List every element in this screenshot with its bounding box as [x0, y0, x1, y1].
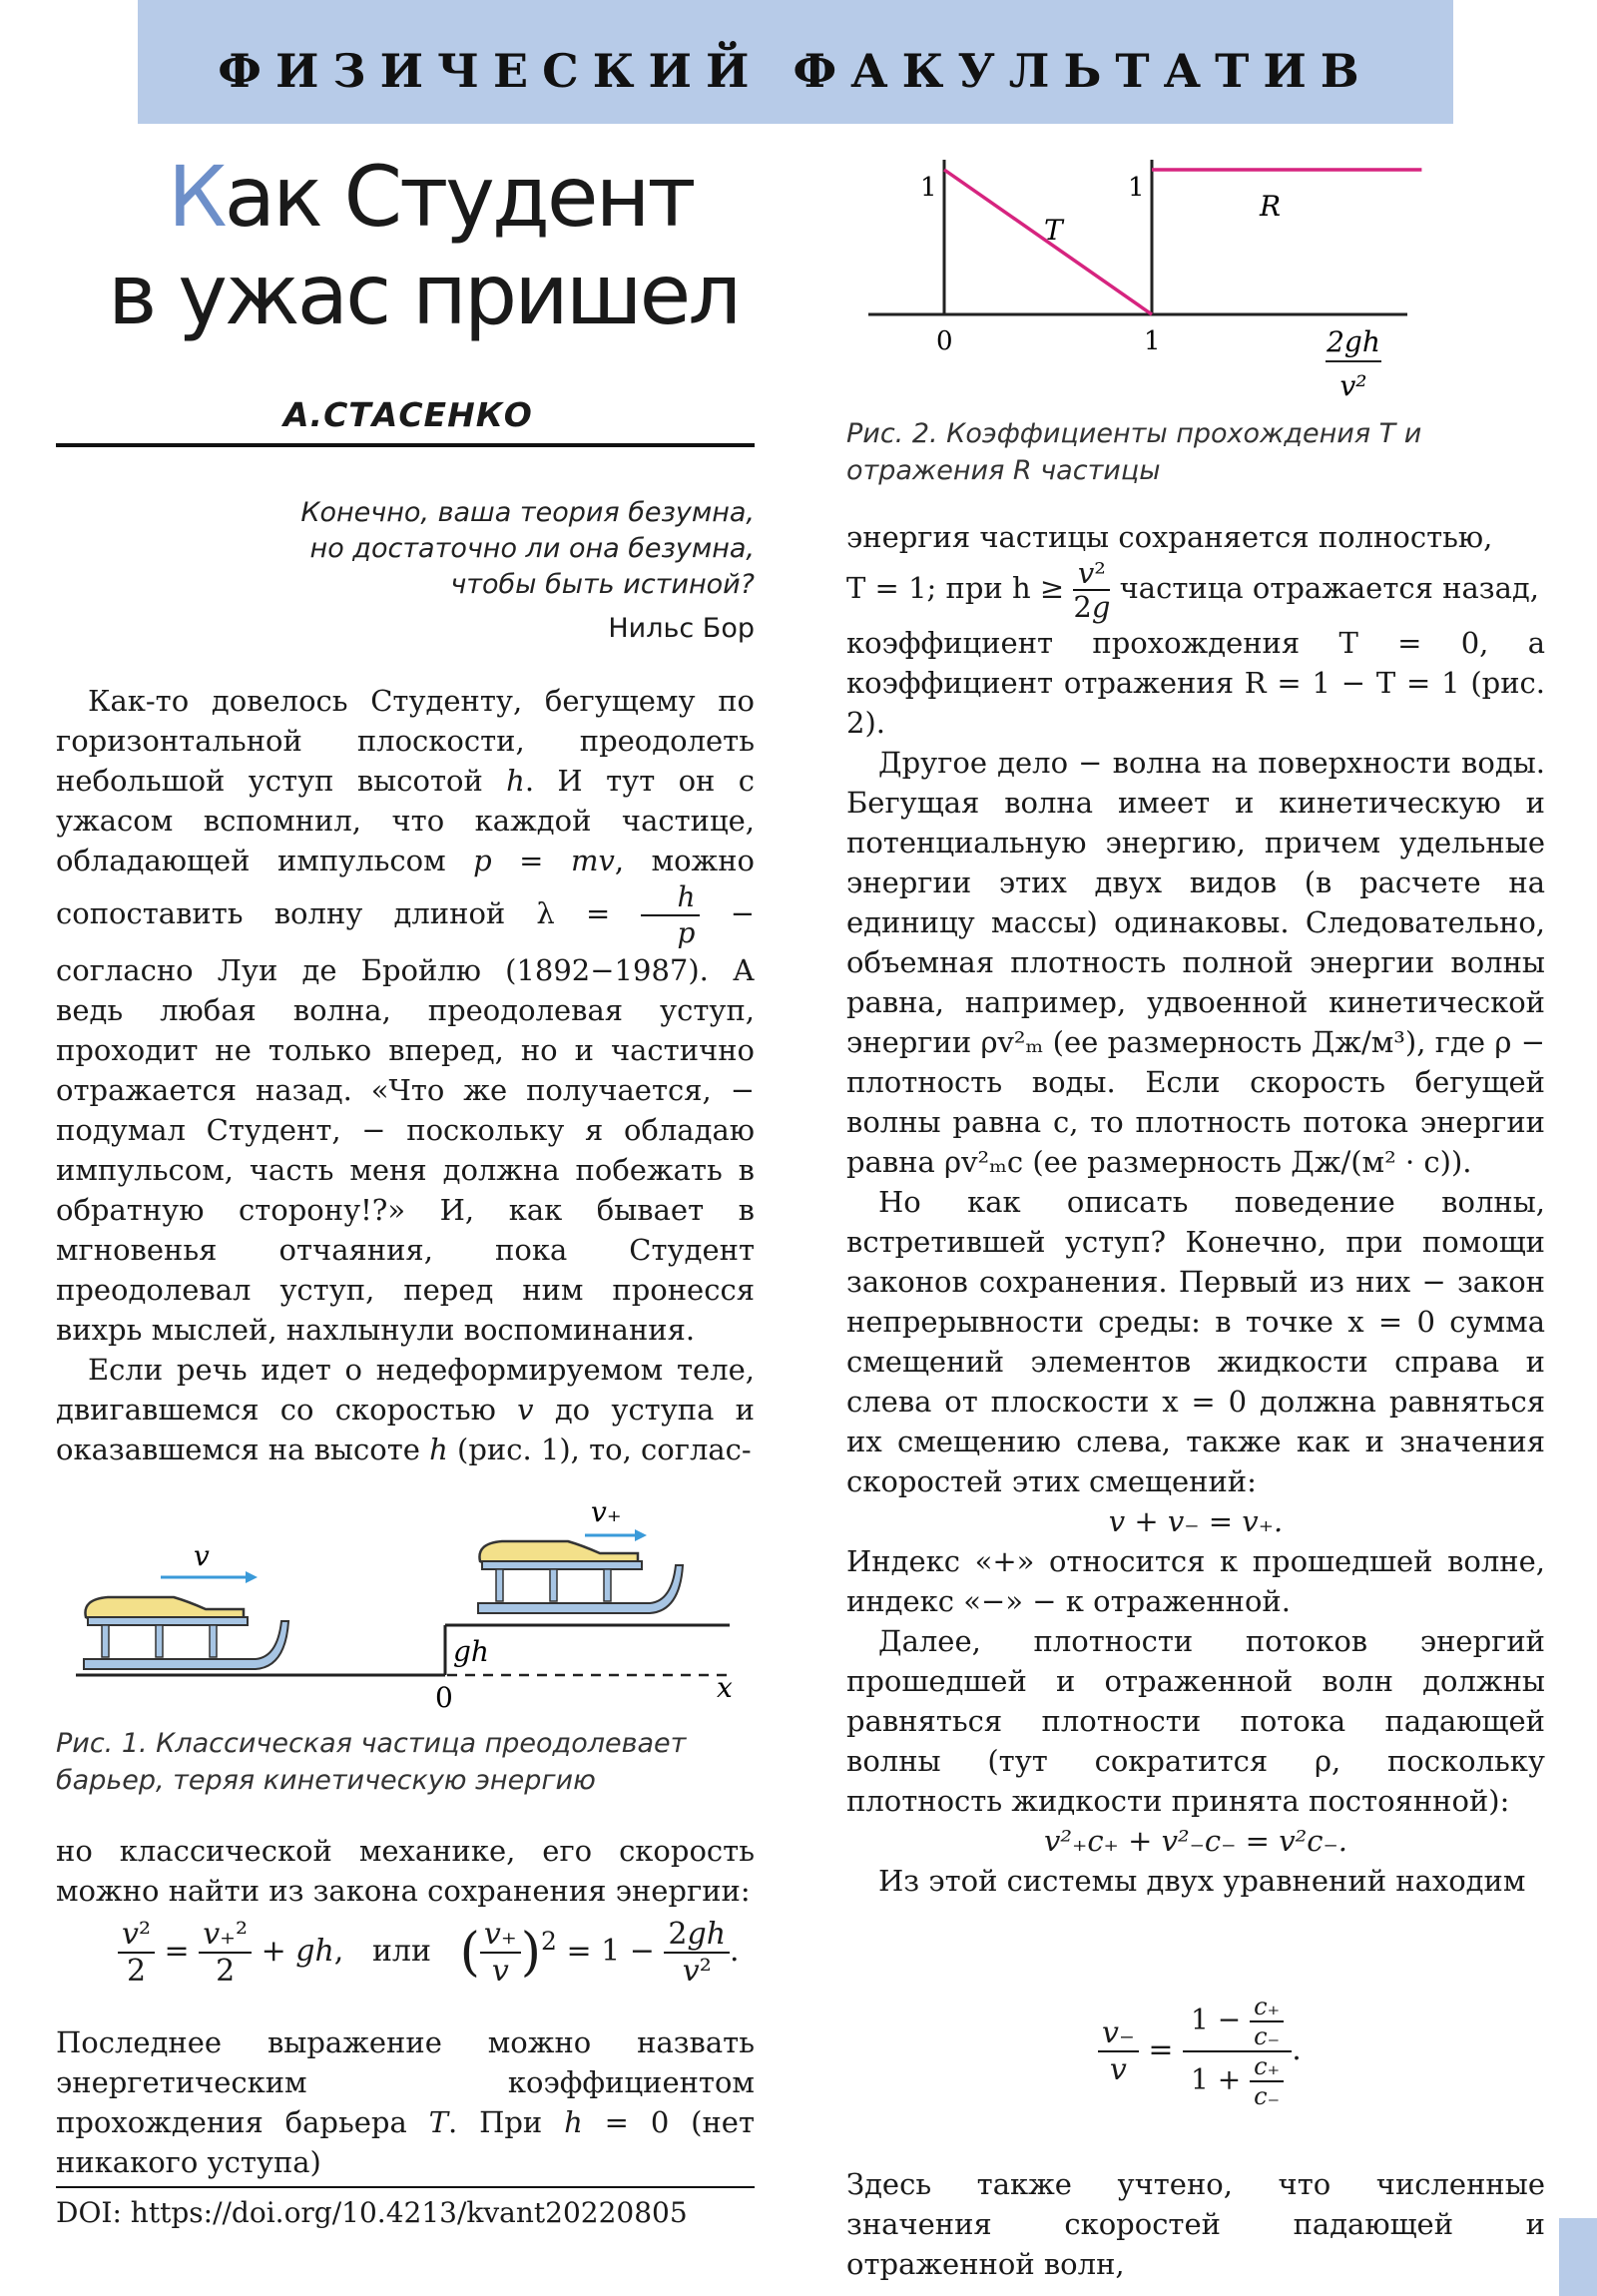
text: = 0 (нет никакого уступа): [56, 2105, 755, 2179]
paragraph: Индекс «+» относится к прошедшей волне, индекс «−» − к отраженной.: [846, 1544, 1545, 1618]
divider: [56, 443, 755, 447]
paragraph: Но как описать поведение волны, встретившей уступ? Конечно, при помощи законов сохранения. Первый из них − закон непрерывности среды: в точке x = 0 сумма смещений элементов жидкости справа и слева от плоскости x = 0 должна равняться их смещению слева, также как и значения скоростей этих смещений:: [846, 1185, 1545, 1498]
epigraph-line: чтобы быть истиной?: [450, 569, 755, 600]
section-header: [138, 0, 1453, 124]
text: Последнее выражение можно назвать энергетическим коэффициентом прохождения барьера: [56, 2025, 755, 2139]
arrow-head-icon: [246, 1571, 258, 1583]
figure-1-caption: Рис. 1. Классическая частица преодолевает барьер, теряя кинетическую энергию: [56, 1728, 687, 1796]
paragraph: Последнее выражение можно назвать энергетическим коэффициентом прохождения барьера T. При h = 0 (нет никакого уступа): [56, 2025, 755, 2179]
energy-equation: $\frac{\text{v²}}{2}$ = $\frac{\text{v₊²}}{2}$ + gh, или ( $\frac{v_+}{v}$ )$^2$ = 1 − $\frac{2gh}{\text{v²}}$ .: [118, 1917, 740, 1989]
text: , можно сопоставить волну длиной λ =: [56, 844, 755, 930]
page-corner-tab: [1559, 2218, 1597, 2296]
text: . При: [448, 2105, 565, 2139]
x-tick-1: 1: [1144, 326, 1161, 356]
label-x: x: [717, 1671, 733, 1704]
arrow-head-icon: [635, 1529, 647, 1541]
left-column-end: [56, 2022, 755, 2182]
paragraph: Другое дело − волна на поверхности воды. Бегущая волна имеет и кинетическую и потенциальную энергию, причем удельные энергии этих двух видов (в расчете на единицу массы) одинаковы. Следовательно, объемная плотность полной энергии волны равна, например, удвоенной кинетической энергии ρv²ₘ (ее размерность Дж/м³), где ρ − плотность воды. Если скорость бегущей волны равна c, то плотность потока энергии равна ρv²ₘc (ее размерность Дж/(м² · с)).: [846, 746, 1545, 1179]
doi-link[interactable]: DOI: https://doi.org/10.4213/kvant20220805: [56, 2196, 688, 2229]
text: T = 1; при h ≥: [846, 571, 1065, 605]
equation-continuity: v + v₋ = v₊.: [1108, 1504, 1284, 1538]
epigraph-line: но достаточно ли она безумна,: [309, 533, 755, 564]
label-R: R: [1260, 190, 1282, 223]
left-column-top: [56, 681, 755, 1469]
paragraph: коэффициент прохождения T = 0, а коэффициент отражения R = 1 − T = 1 (рис. 2).: [846, 626, 1545, 740]
epigraph: [300, 495, 755, 603]
paragraph: Из этой системы двух уравнений находим: [878, 1864, 1526, 1898]
text: (рис. 1), то, соглас-: [447, 1433, 752, 1466]
x-axis-denominator: v²: [1339, 369, 1367, 402]
right-column: [846, 517, 1545, 1901]
text: Если речь идет о недеформируемом теле, двигавшемся со скоростью: [56, 1353, 755, 1427]
paragraph: Здесь также учтено, что численные значения скоростей падающей и отраженной волн,: [846, 2167, 1545, 2281]
figure-2: [868, 150, 1427, 409]
sled-icon: [84, 1597, 288, 1669]
text: частица отражается назад,: [1119, 571, 1539, 605]
figure-2-caption: Рис. 2. Коэффициенты прохождения T и отражения R частицы: [846, 418, 1422, 486]
epigraph-author: Нильс Бор: [608, 613, 755, 644]
label-v-plus: v₊: [591, 1497, 622, 1528]
text: до уступа и оказавшемся на высоте: [56, 1393, 755, 1466]
sled-icon: [478, 1541, 683, 1613]
left-column-bottom: [56, 1831, 755, 1911]
text: Как-то довелось Студенту, бегущему по горизонтальной плоскости, преодолеть небольшой уступ высотой: [56, 684, 755, 798]
paragraph: T = 1; при h ≥ $\frac{\text{v²}}{2g}$ частица отражается назад,: [846, 556, 1539, 624]
figure-1: [56, 1497, 755, 1717]
paragraph: Далее, плотности потоков энергий прошедшей и отраженной волн должны равняться плотности потока падающей волны (тут сократится ρ, поскольку плотность жидкости принята постоянной):: [846, 1624, 1545, 1818]
article-title: [108, 148, 739, 343]
title-initial: К: [168, 148, 225, 246]
paragraph: Если речь идет о недеформируемом теле, двигавшемся со скоростью v до уступа и оказавшемся на высоте h (рис. 1), то, соглас-: [56, 1353, 755, 1466]
author: А.СТАСЕНКО: [283, 395, 533, 434]
text: − согласно Луи де Бройлю (1892−1987). А ведь любая волна, преодолевая уступ, проходит не только вперед, но и частично отражается назад. «Что же получается, − подумал Студент, − поскольку я обладаю импульсом, часть меня должна побежать в обратную сторону!?» И, как бывает в мгновенья отчаяния, пока Студент преодолевал уступ, перед ним пронесся вихрь мыслей, нахлынули воспоминания.: [56, 896, 755, 1347]
text: . И тут он с ужасом вспомнил, что каждой частице, обладающей импульсом: [56, 764, 755, 877]
label-T: T: [1044, 214, 1063, 247]
or-word: или: [371, 1934, 431, 1969]
label-v: v: [194, 1539, 210, 1572]
epigraph-line: Конечно, ваша теория безумна,: [300, 497, 755, 528]
paragraph: но классической механике, его скорость можно найти из закона сохранения энергии:: [56, 1834, 755, 1908]
x-axis-numerator: 2gh: [1327, 325, 1380, 358]
label-gh: gh: [453, 1635, 489, 1668]
solution-equation: $\frac{v_-}{v}$ = 1 − $\frac{c_+}{c_-}$ 1 + $\frac{c_+}{c_-}$ .: [1098, 1993, 1302, 2110]
label-zero: 0: [435, 1681, 453, 1714]
tick-1-left: 1: [920, 173, 937, 203]
paragraph: энергия частицы сохраняется полностью,: [846, 520, 1493, 554]
paragraph: Как-то довелось Студенту, бегущему по горизонтальной плоскости, преодолеть небольшой уступ высотой h. И тут он с ужасом вспомнил, что каждой частице, обладающей импульсом p = mv, можно сопоставить волну длиной λ = $\frac{h}{p}$ − согласно Луи де Бройлю (1892−1987). А ведь любая волна, преодолевая уступ, проходит не только вперед, но и частично отражается назад. «Что же получается, − подумал Студент, − поскольку я обладаю импульсом, часть меня должна побежать в обратную сторону!?» И, как бывает в мгновенья отчаяния, пока Студент преодолевал уступ, перед ним пронесся вихрь мыслей, нахлынули воспоминания.: [56, 684, 755, 1347]
title-line1: ак Студент: [224, 148, 694, 246]
footer-divider: [56, 2186, 755, 2188]
title-line2: в ужас пришел: [108, 246, 740, 343]
equation-energy-flux: v²₊c₊ + v²₋c₋ = v²c₋.: [1044, 1824, 1347, 1858]
x-tick-0: 0: [936, 326, 953, 356]
tick-1-right: 1: [1128, 173, 1145, 203]
right-column-end: [846, 2164, 1545, 2284]
section-title: ФИЗИЧЕСКИЙ ФАКУЛЬТАТИВ: [218, 44, 1373, 98]
